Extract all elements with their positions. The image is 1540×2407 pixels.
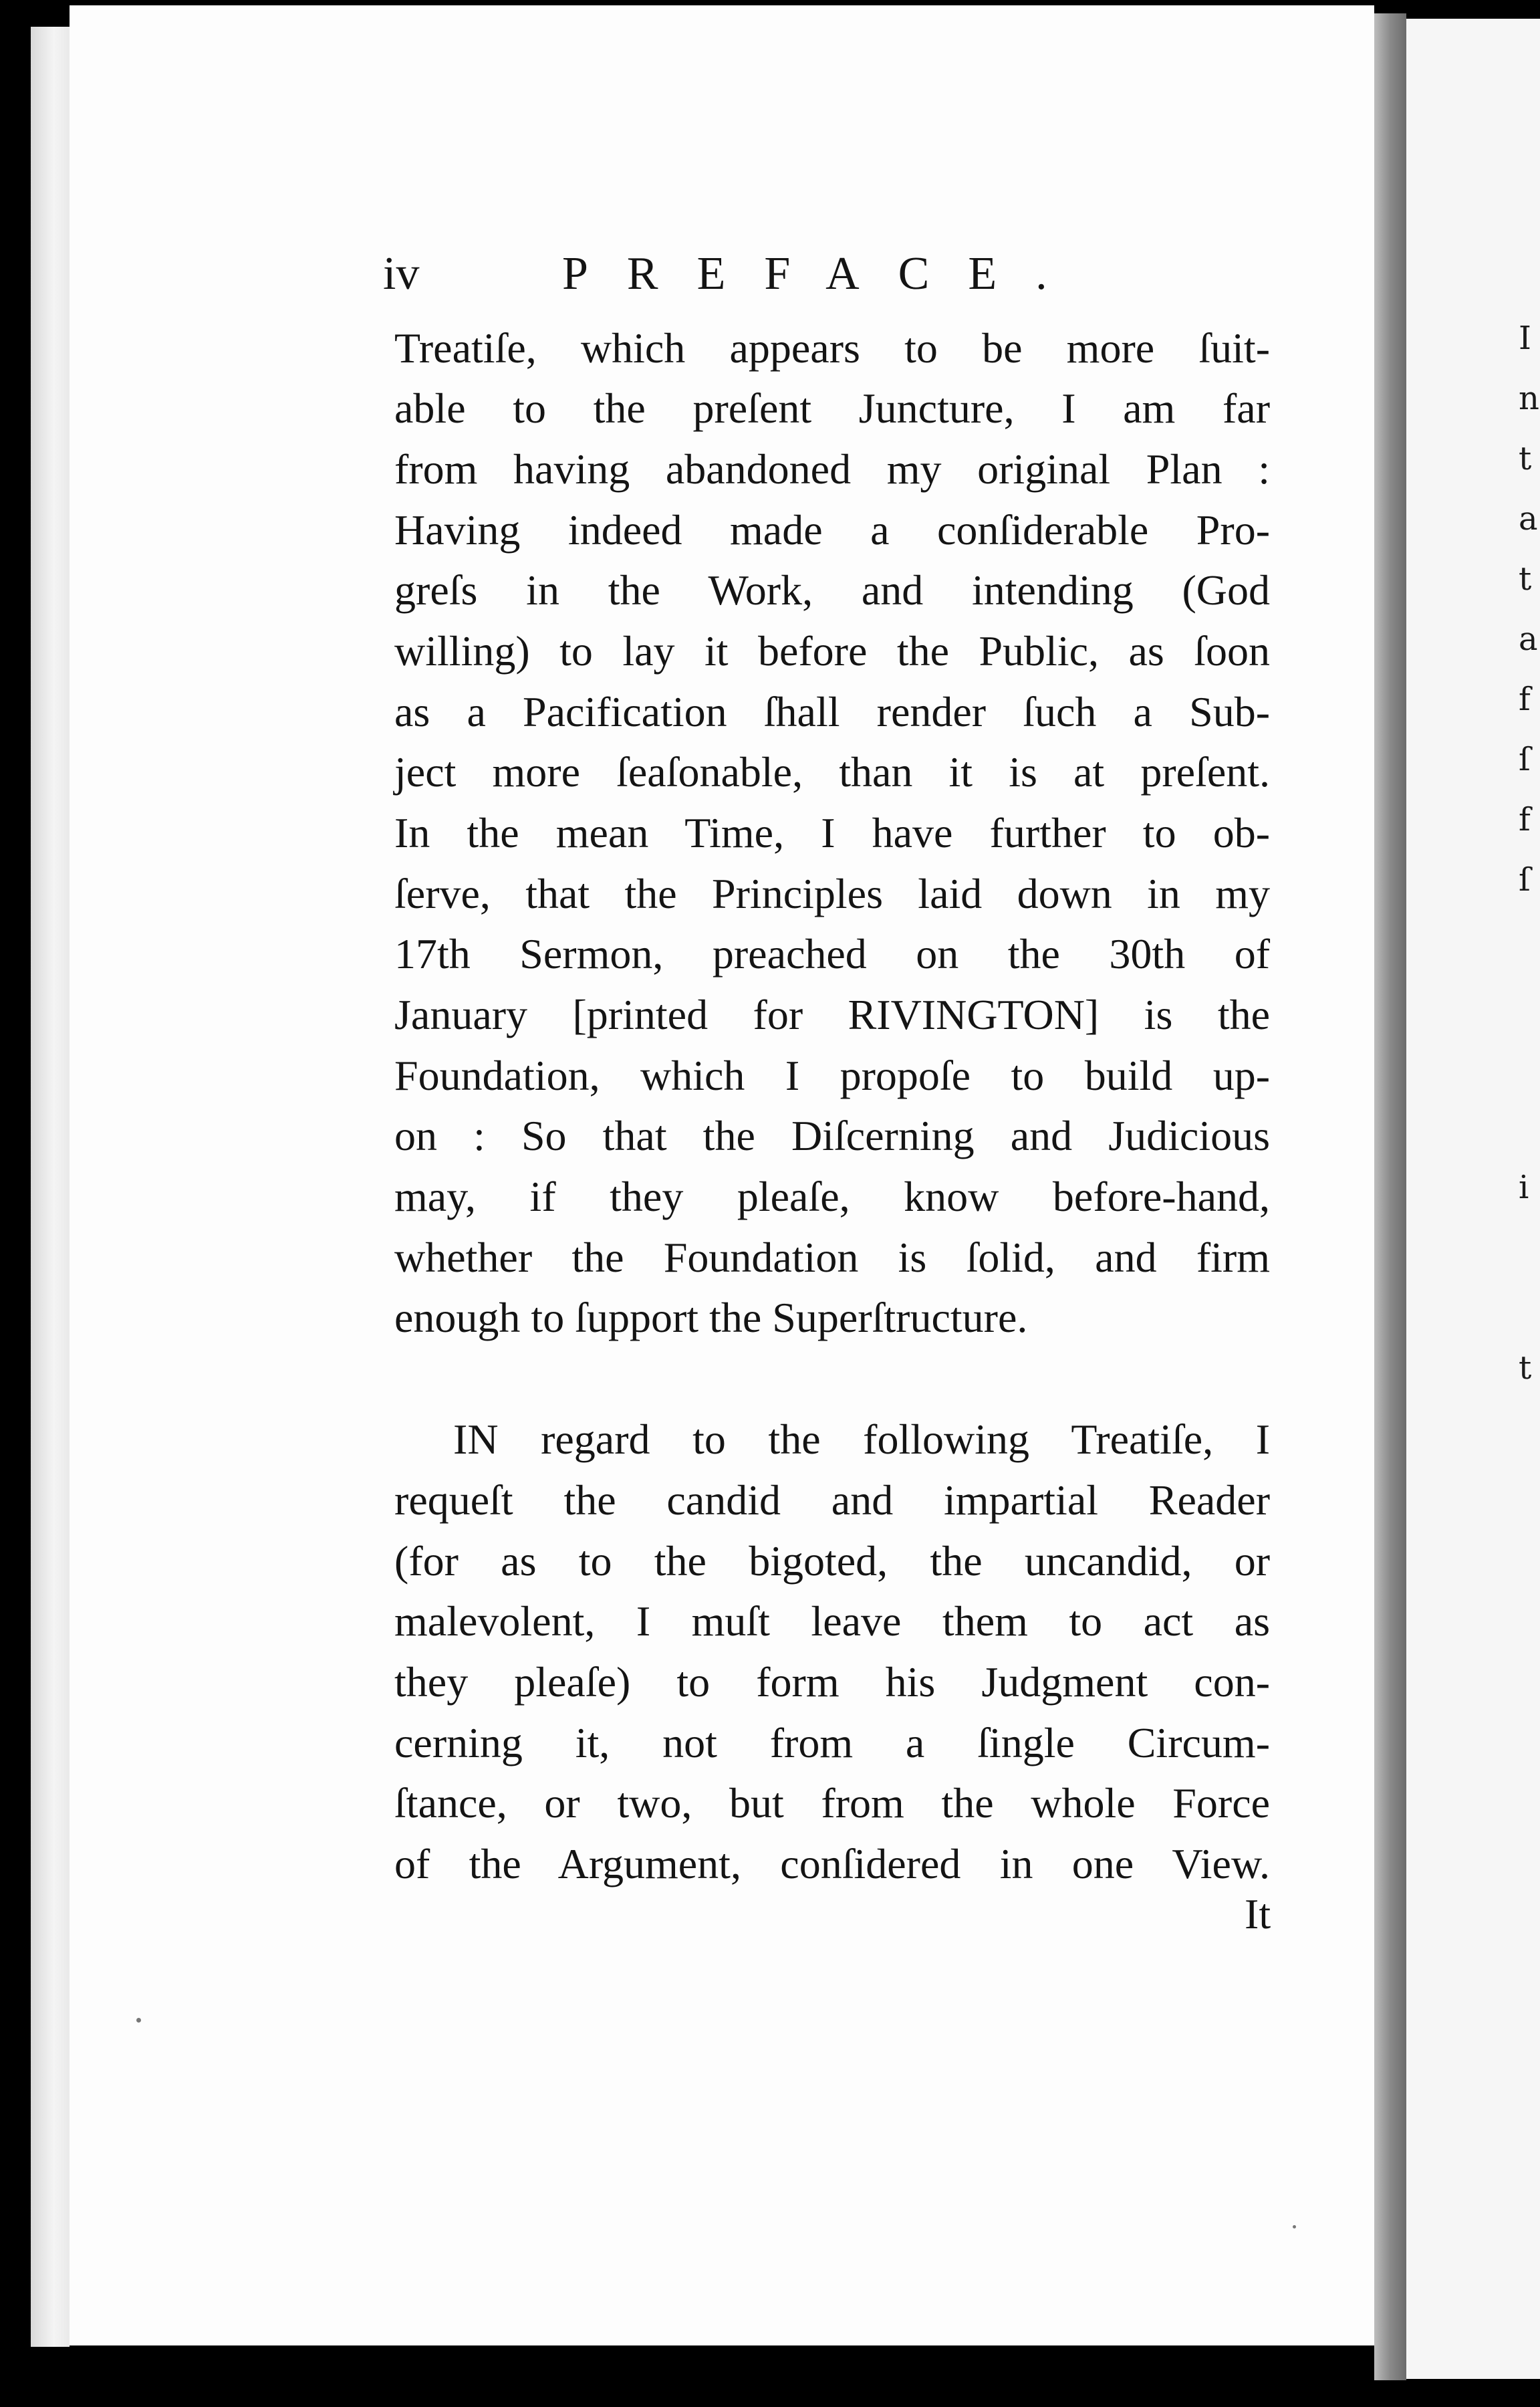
text-line: In the mean Time, I have further to ob- [394, 809, 1270, 856]
text-line: 17th Sermon, preached on the 30th of [394, 930, 1270, 978]
text-line: ſtance, or two, but from the whole Force [394, 1779, 1270, 1827]
text-line: of the Argument, conſidered in one View. [394, 1840, 1270, 1887]
facing-page-letter: ſ [1519, 861, 1531, 899]
text-line: may, if they pleaſe, know before-hand, [394, 1173, 1270, 1220]
text-line: (for as to the bigoted, the uncandid, or [394, 1537, 1270, 1585]
text-line: willing) to lay it before the Public, as ſoon [394, 627, 1270, 675]
facing-page [1406, 19, 1540, 2379]
page-gutter [1374, 13, 1406, 2380]
facing-page-letter: t [1519, 1349, 1532, 1387]
facing-page-letter: a [1519, 620, 1538, 658]
page-number: iv [383, 248, 420, 300]
previous-page-edge [31, 27, 70, 2347]
running-title: PREFACE. [562, 248, 1086, 300]
facing-page-letter: t [1519, 440, 1532, 477]
text-line: whether the Foundation is ſolid, and firm [394, 1234, 1270, 1281]
text-line: able to the preſent Juncture, I am far [394, 384, 1270, 432]
text-line: they pleaſe) to form his Judgment con- [394, 1658, 1270, 1706]
text-line: ject more ſeaſonable, than it is at preſent. [394, 748, 1270, 796]
text-line: Treatiſe, which appears to be more ſuit- [394, 324, 1270, 372]
text-line: cerning it, not from a ſingle Circum- [394, 1719, 1270, 1766]
facing-page-letter: a [1519, 500, 1538, 538]
text-line: malevolent, I muſt leave them to act as [394, 1597, 1270, 1645]
facing-page-letter: ſ [1519, 741, 1531, 778]
text-line: Having indeed made a conſiderable Pro- [394, 506, 1270, 554]
facing-page-letter: I [1519, 320, 1531, 357]
facing-page-letter: t [1519, 560, 1532, 598]
text-line: Foundation, which I propoſe to build up- [394, 1052, 1270, 1099]
facing-page-letter: i [1519, 1169, 1529, 1206]
facing-page-letter: f [1519, 681, 1531, 718]
text-line: ſerve, that the Principles laid down in my [394, 870, 1270, 917]
text-line: as a Pacification ſhall render ſuch a Sub- [394, 688, 1270, 735]
ink-speck [1293, 2225, 1296, 2228]
facing-page-letter: f [1519, 801, 1531, 838]
text-line: IN regard to the following Treatiſe, I [453, 1415, 1270, 1463]
catchword: It [1245, 1890, 1271, 1938]
text-line: from having abandoned my original Plan : [394, 445, 1270, 493]
text-line: January [printed for RIVINGTON] is the [394, 991, 1270, 1038]
text-line: enough to ſupport the Superſtructure. [394, 1294, 1028, 1341]
text-line: greſs in the Work, and intending (God [394, 566, 1270, 614]
facing-page-letter: n [1519, 380, 1539, 417]
text-line: requeſt the candid and impartial Reader [394, 1476, 1270, 1524]
text-line: on : So that the Diſcerning and Judicious [394, 1112, 1270, 1159]
running-header [383, 239, 1086, 313]
ink-speck [136, 2018, 141, 2023]
